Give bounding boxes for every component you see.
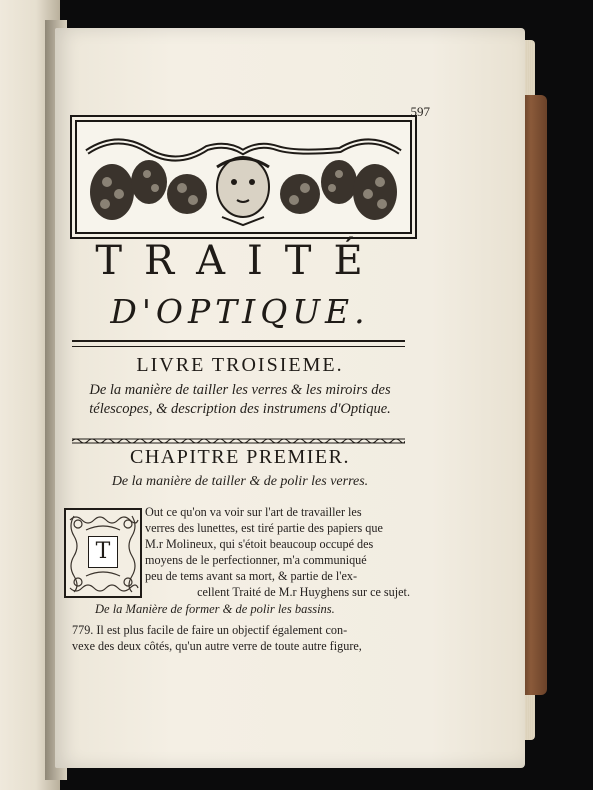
ornamental-rule: [72, 432, 405, 440]
intro-line: peu de tems avant sa mort, & partie de l'ex-: [145, 569, 358, 583]
book-subtitle: [70, 381, 410, 419]
intro-line: Out ce qu'on va voir sur l'art de travailler les: [145, 505, 362, 519]
page-number: 597: [410, 104, 430, 119]
paragraph-779-line: vexe des deux côtés, qu'un autre verre de toute autre figure,: [72, 639, 362, 653]
title-line-2: D'OPTIQUE.: [110, 292, 370, 331]
chapter-heading: CHAPITRE PREMIER.: [130, 446, 350, 468]
intro-line: cellent Traité de M.r Huyghens sur ce sujet.: [197, 585, 410, 599]
intro-line: verres des lunettes, est tiré partie des papiers que: [145, 521, 383, 535]
book-heading: LIVRE TROISIEME.: [136, 354, 344, 376]
paragraph-779-line: 779. Il est plus facile de faire un objectif également con-: [72, 623, 348, 637]
intro-line: moyens de le perfectionner, m'a communiqué: [145, 553, 367, 567]
book-subtitle-line: télescopes, & description des instrumens d'Optique.: [89, 401, 391, 417]
intro-line: M.r Molineux, qui s'étoit beaucoup occupé des: [145, 537, 374, 551]
chapter-subtitle: De la manière de tailler & de polir les verres.: [111, 474, 369, 489]
title-line-1: TRAITÉ: [95, 238, 385, 284]
book-subtitle-line: De la manière de tailler les verres & les miroirs des: [89, 382, 391, 398]
drop-cap-letter: T: [88, 536, 118, 568]
title-rule: [72, 340, 405, 347]
headpiece-engraving: [75, 120, 412, 234]
section-title: De la Manière de former & de polir les bassins.: [95, 602, 335, 616]
